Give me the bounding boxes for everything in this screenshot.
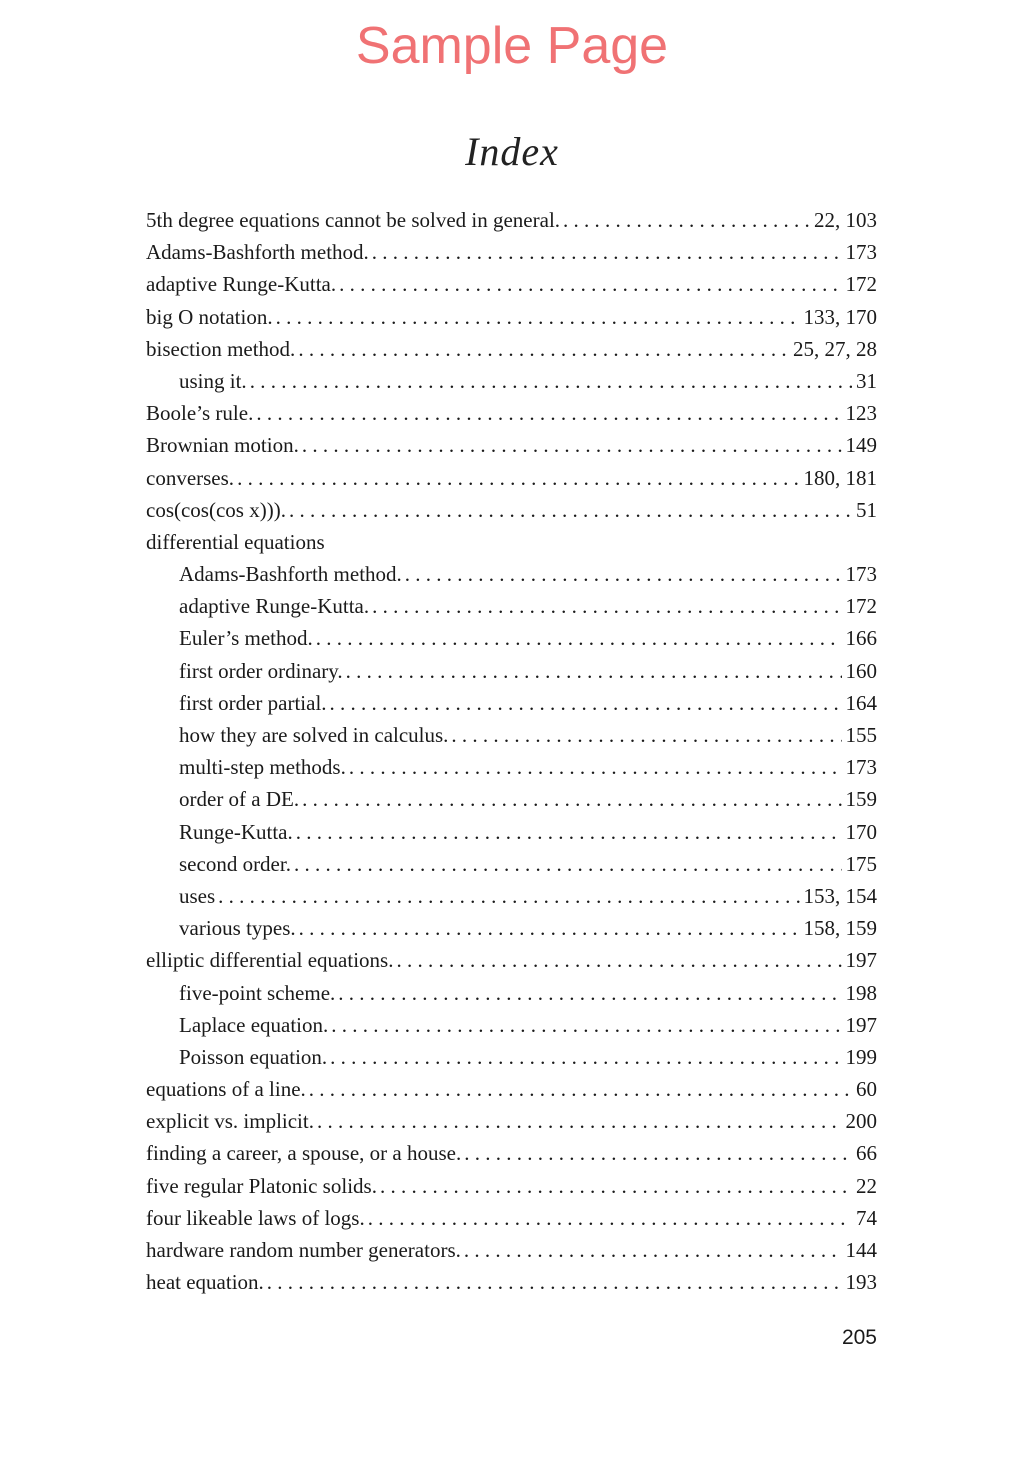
dot-leader (560, 204, 810, 236)
index-entry (146, 1137, 877, 1169)
index-page-refs: 166 (845, 626, 877, 651)
index-term: Laplace equation. (179, 1012, 329, 1037)
index-subentry (146, 622, 877, 654)
index-page-refs: 160 (845, 658, 877, 683)
index-page-refs: 200 (845, 1109, 877, 1134)
sample-page-watermark: Sample Page (355, 17, 669, 75)
dot-leader (377, 1170, 852, 1202)
index-entry (146, 204, 877, 236)
index-page-refs: 153, 154 (803, 883, 877, 908)
dot-leader (296, 912, 800, 944)
index-entry (146, 397, 877, 429)
index-term: differential equations (146, 529, 325, 554)
index-subentry (146, 848, 877, 880)
index-page-refs: 144 (845, 1238, 877, 1262)
index-page-refs: 197 (845, 948, 877, 973)
index-subentry (146, 783, 877, 815)
index-page-refs: 22 (856, 1173, 877, 1198)
index-term: using it. (179, 368, 247, 393)
index-term: Adams-Bashforth method. (179, 562, 402, 587)
index-subentry (146, 687, 877, 719)
index-entry (146, 1202, 877, 1234)
dot-leader (327, 687, 842, 719)
index-term: various types. (179, 916, 296, 941)
index-term: first order partial. (179, 690, 327, 715)
index-subentry (146, 977, 877, 1009)
index-page-refs: 198 (845, 980, 877, 1005)
index-subentry (146, 880, 877, 912)
dot-leader (369, 590, 841, 622)
index-subentry (146, 1009, 877, 1041)
dot-leader (448, 719, 841, 751)
index-page-refs: 149 (845, 433, 877, 458)
index-page-refs: 123 (845, 401, 877, 426)
index-entry (146, 236, 877, 268)
dot-leader (253, 397, 841, 429)
index-page-refs: 51 (856, 497, 877, 522)
index-entry (146, 333, 877, 365)
index-entry (146, 944, 877, 976)
index-term: heat equation. (146, 1270, 264, 1295)
index-term: five-point scheme. (179, 980, 336, 1005)
index-term: order of a DE. (179, 787, 300, 812)
index-subentry (146, 655, 877, 687)
dot-leader (336, 268, 841, 300)
dot-leader (291, 848, 842, 880)
index-term: first order ordinary. (179, 658, 343, 683)
index-page-refs: 193 (845, 1270, 877, 1295)
index-page-refs: 173 (845, 240, 877, 265)
index-subentry (146, 365, 877, 397)
dot-leader (299, 429, 842, 461)
index-page-refs: 175 (845, 851, 877, 876)
index-subentry (146, 751, 877, 783)
dot-leader (295, 333, 789, 365)
dot-leader (461, 1137, 852, 1169)
index-term: five regular Platonic solids. (146, 1173, 377, 1198)
index-term: adaptive Runge-Kutta. (179, 594, 370, 619)
index-subentry (146, 816, 877, 848)
index-entry (146, 462, 877, 494)
dot-leader (299, 783, 841, 815)
index-page-refs: 172 (845, 594, 877, 619)
dot-leader (286, 494, 852, 526)
dot-leader (335, 977, 841, 1009)
dot-leader (369, 236, 842, 268)
index-term: how they are solved in calculus. (179, 723, 449, 747)
index-entry (146, 1105, 877, 1137)
index-term: four likeable laws of logs. (146, 1205, 365, 1230)
index-term: equations of a line. (146, 1077, 306, 1102)
index-entry (146, 301, 877, 333)
dot-leader (328, 1009, 841, 1041)
index-term: Poisson equation. (179, 1044, 328, 1069)
index-page-refs: 197 (845, 1012, 877, 1037)
index-term: second order. (179, 851, 291, 876)
index-entry (146, 1170, 877, 1202)
index-entry (146, 1234, 877, 1266)
index-page-refs: 133, 170 (803, 304, 877, 329)
index-entry-list (146, 204, 877, 1298)
dot-leader (264, 1266, 842, 1298)
index-term: hardware random number generators. (146, 1238, 461, 1262)
page-number: 205 (841, 1326, 877, 1349)
index-page-refs: 164 (845, 690, 877, 715)
index-entry (146, 1266, 877, 1298)
dot-leader (273, 301, 800, 333)
index-page-refs: 25, 27, 28 (793, 336, 877, 361)
index-entry (146, 494, 877, 526)
index-term: converses. (146, 465, 235, 490)
index-entry (146, 1073, 877, 1105)
index-term: uses (179, 883, 216, 908)
index-page-refs: 159 (845, 787, 877, 812)
dot-leader (327, 1041, 841, 1073)
index-term: Euler’s method. (179, 626, 313, 651)
dot-leader (313, 622, 842, 654)
index-page-refs: 173 (845, 755, 877, 780)
index-page-refs: 173 (845, 562, 877, 587)
dot-leader (461, 1234, 842, 1266)
index-title: Index (465, 129, 559, 174)
index-page-refs: 158, 159 (803, 916, 877, 941)
index-term: bisection method. (146, 336, 296, 361)
index-subentry (146, 912, 877, 944)
index-entry (146, 268, 877, 300)
index-page-refs: 31 (856, 368, 877, 393)
index-term: Adams-Bashforth method. (146, 240, 369, 265)
index-term: cos(cos(cos x))). (146, 497, 286, 522)
index-page-refs: 199 (845, 1044, 877, 1069)
index-entry (146, 429, 877, 461)
index-term: multi-step methods. (179, 755, 346, 780)
index-term: finding a career, a spouse, or a house. (146, 1141, 462, 1166)
index-term: Boole’s rule. (146, 401, 254, 426)
index-subentry (146, 1041, 877, 1073)
index-page-refs: 155 (845, 723, 877, 747)
index-term: 5th degree equations cannot be solved in general. (146, 208, 561, 232)
index-term: adaptive Runge-Kutta. (146, 272, 337, 297)
index-page-refs: 66 (856, 1141, 877, 1166)
dot-leader (346, 751, 842, 783)
index-term: elliptic differential equations. (146, 948, 394, 973)
index-page-refs: 22, 103 (814, 208, 877, 232)
index-subentry (146, 558, 877, 590)
dot-leader (365, 1202, 852, 1234)
index-page-refs: 172 (845, 272, 877, 297)
dot-leader (293, 816, 842, 848)
index-page-refs: 180, 181 (803, 465, 877, 490)
index-page-refs: 60 (856, 1077, 877, 1102)
index-term: explicit vs. implicit. (146, 1109, 314, 1134)
dot-leader (215, 880, 799, 912)
dot-leader (247, 365, 852, 397)
index-entry (146, 526, 877, 558)
dot-leader (306, 1073, 852, 1105)
index-subentry (146, 719, 877, 751)
dot-leader (314, 1105, 842, 1137)
index-page-refs: 74 (856, 1205, 877, 1230)
dot-leader (402, 558, 842, 590)
index-subentry (146, 590, 877, 622)
index-term: Brownian motion. (146, 433, 299, 458)
dot-leader (343, 655, 842, 687)
dot-leader (234, 462, 799, 494)
index-page-refs: 170 (845, 819, 877, 844)
index-term: big O notation. (146, 304, 273, 329)
dot-leader (393, 944, 841, 976)
index-term: Runge-Kutta. (179, 819, 293, 844)
